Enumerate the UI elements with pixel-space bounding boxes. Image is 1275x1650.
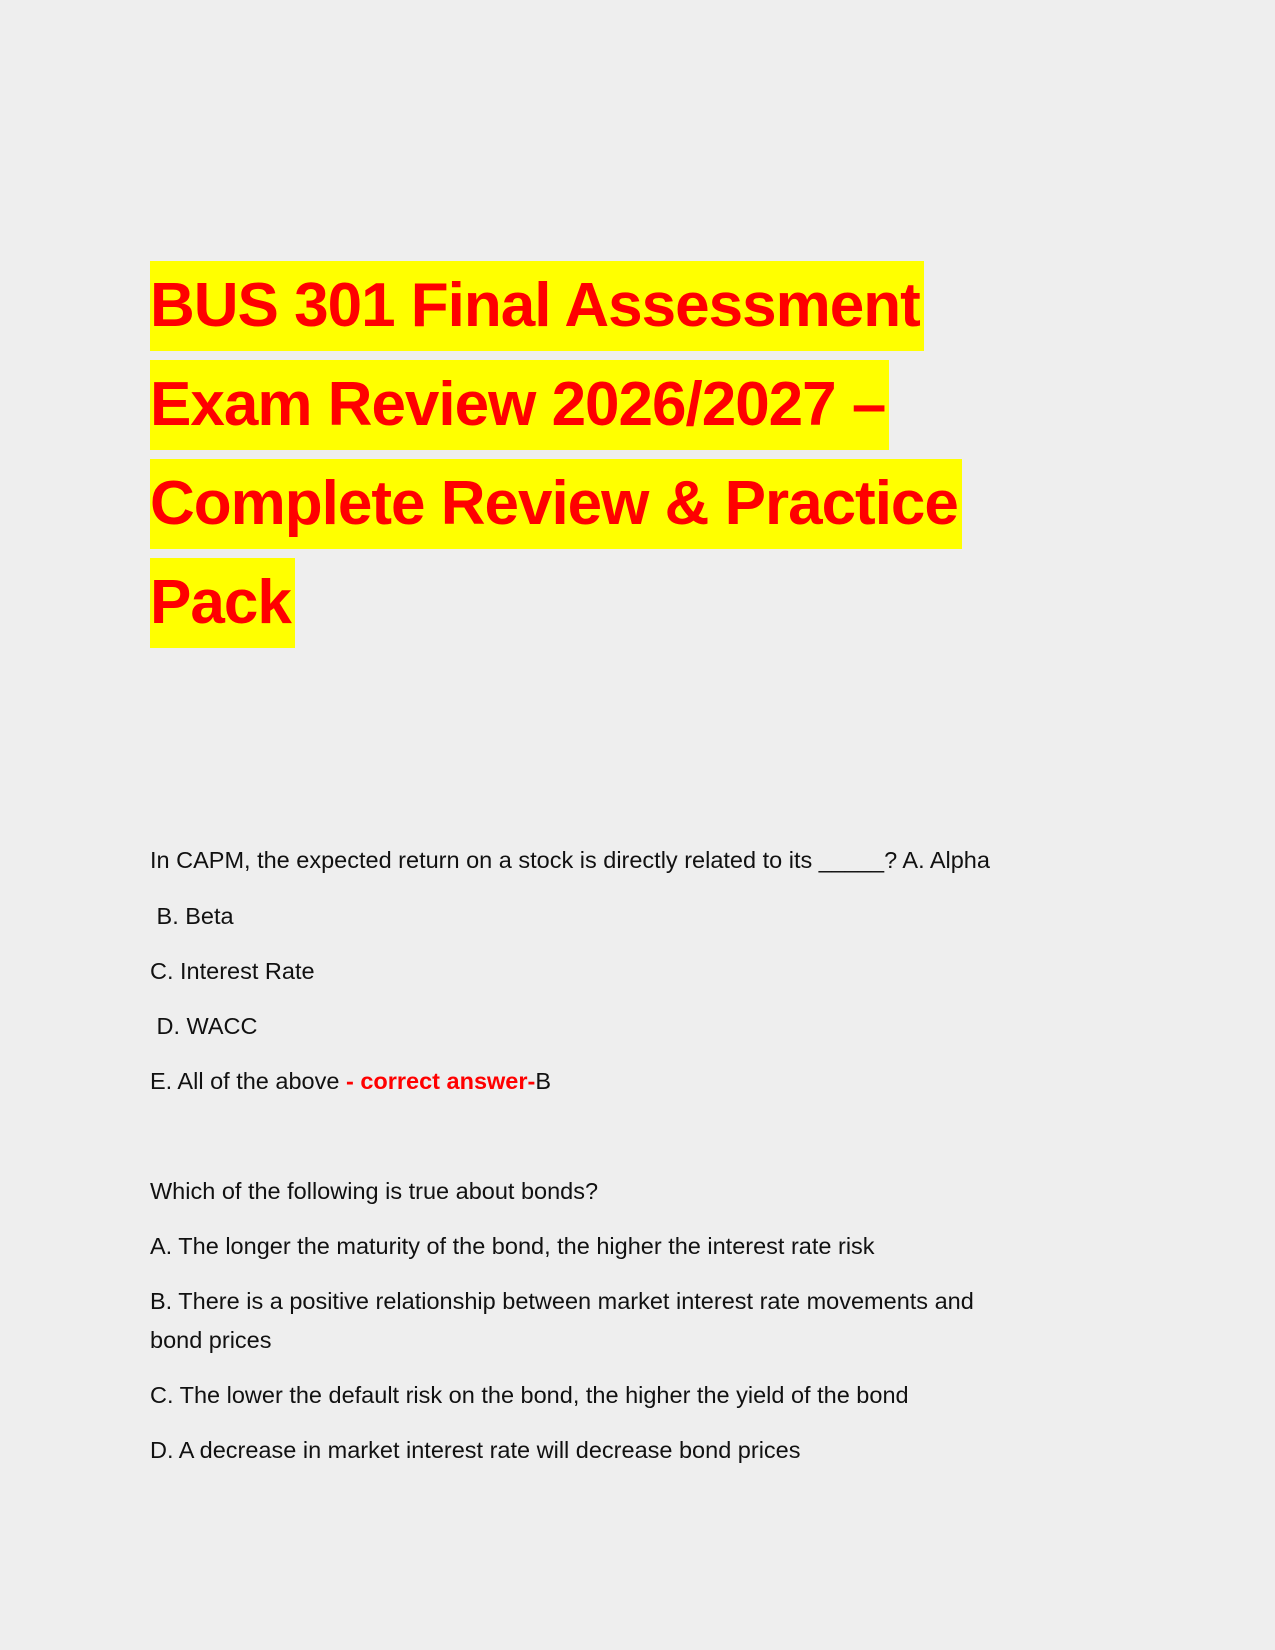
option-e <box>150 1067 551 1095</box>
option-c: C. Interest Rate <box>150 958 315 984</box>
title-line: Exam Review 2026/2027 – <box>150 360 889 450</box>
option-a: A. The longer the maturity of the bond, the higher the interest rate risk <box>150 1233 875 1259</box>
title-line: BUS 301 Final Assessment <box>150 261 924 351</box>
option-e-text: E. All of the above <box>150 1068 346 1094</box>
option-b: B. Beta <box>150 903 234 929</box>
option-b: B. There is a positive relationship between market interest rate movements and <box>150 1288 974 1314</box>
option-c: C. The lower the default risk on the bond, the higher the yield of the bond <box>150 1382 909 1408</box>
option-d: D. WACC <box>150 1013 258 1039</box>
title-line: Pack <box>150 558 295 648</box>
option-d: D. A decrease in market interest rate will decrease bond prices <box>150 1437 801 1463</box>
correct-answer-value: B <box>535 1068 552 1094</box>
option-b-continued: bond prices <box>150 1327 272 1353</box>
question-text: Which of the following is true about bonds? <box>150 1178 599 1204</box>
correct-answer-label: - correct answer- <box>345 1068 536 1094</box>
question-text: In CAPM, the expected return on a stock is directly related to its _____? A. Alpha <box>150 847 990 873</box>
title-line: Complete Review & Practice <box>150 459 962 549</box>
